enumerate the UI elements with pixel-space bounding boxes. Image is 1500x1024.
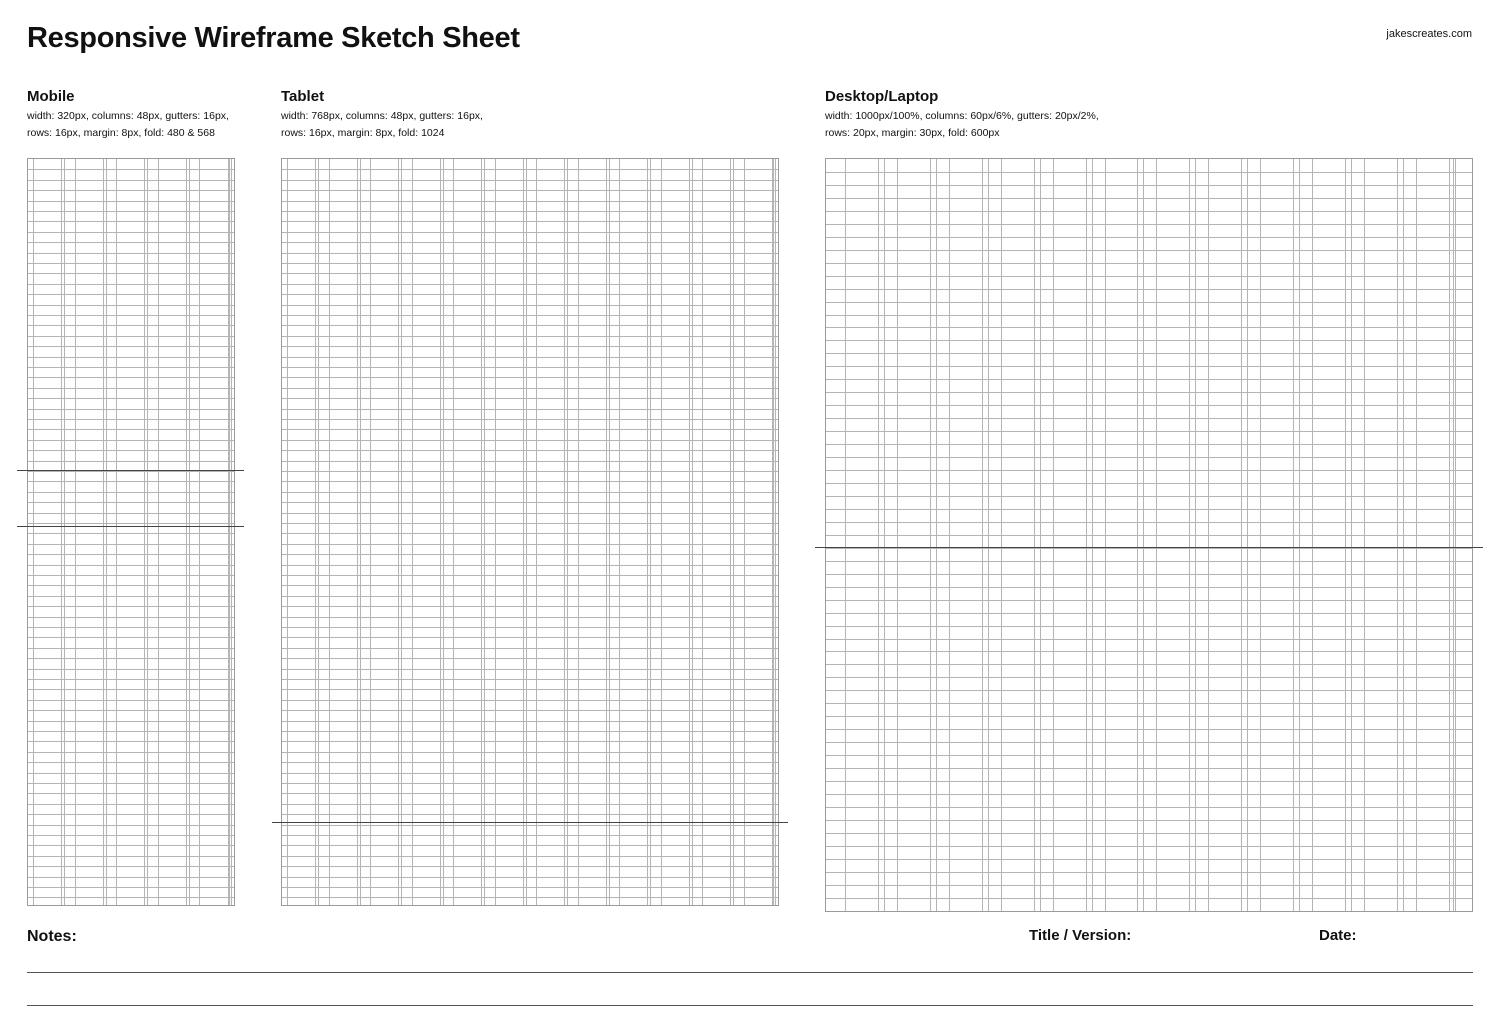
mobile-title: Mobile [27, 88, 75, 105]
notes-label: Notes: [27, 928, 77, 945]
date-label: Date: [1319, 927, 1357, 944]
page-title: Responsive Wireframe Sketch Sheet [27, 22, 520, 54]
tablet-fold-line [272, 822, 788, 823]
mobile-spec-line-1: width: 320px, columns: 48px, gutters: 16px, [27, 110, 229, 122]
tablet-spec-line-2: rows: 16px, margin: 8px, fold: 1024 [281, 127, 445, 139]
mobile-fold-line-480 [17, 470, 244, 471]
mobile-fold-line-568 [17, 526, 244, 527]
title-version-label: Title / Version: [1029, 927, 1132, 944]
desktop-title: Desktop/Laptop [825, 88, 939, 105]
site-credit: jakescreates.com [1386, 28, 1472, 40]
notes-line-2[interactable] [27, 1005, 1473, 1006]
tablet-title: Tablet [281, 88, 325, 105]
grid-tablet-lines [282, 159, 778, 905]
desktop-spec-line-2: rows: 20px, margin: 30px, fold: 600px [825, 127, 1000, 139]
grid-mobile-lines [28, 159, 234, 905]
grid-desktop-lines [826, 159, 1472, 911]
desktop-wireframe-grid[interactable] [825, 158, 1473, 912]
desktop-spec-line-1: width: 1000px/100%, columns: 60px/6%, gutters: 20px/2%, [825, 110, 1099, 122]
mobile-spec-line-2: rows: 16px, margin: 8px, fold: 480 & 568 [27, 127, 215, 139]
tablet-spec-line-1: width: 768px, columns: 48px, gutters: 16px, [281, 110, 483, 122]
tablet-wireframe-grid[interactable] [281, 158, 779, 906]
mobile-section-header [27, 88, 229, 142]
desktop-fold-line [815, 547, 1483, 548]
tablet-section-header [281, 88, 483, 142]
notes-line-1[interactable] [27, 972, 1473, 973]
desktop-section-header [825, 88, 1099, 142]
mobile-wireframe-grid[interactable] [27, 158, 235, 906]
